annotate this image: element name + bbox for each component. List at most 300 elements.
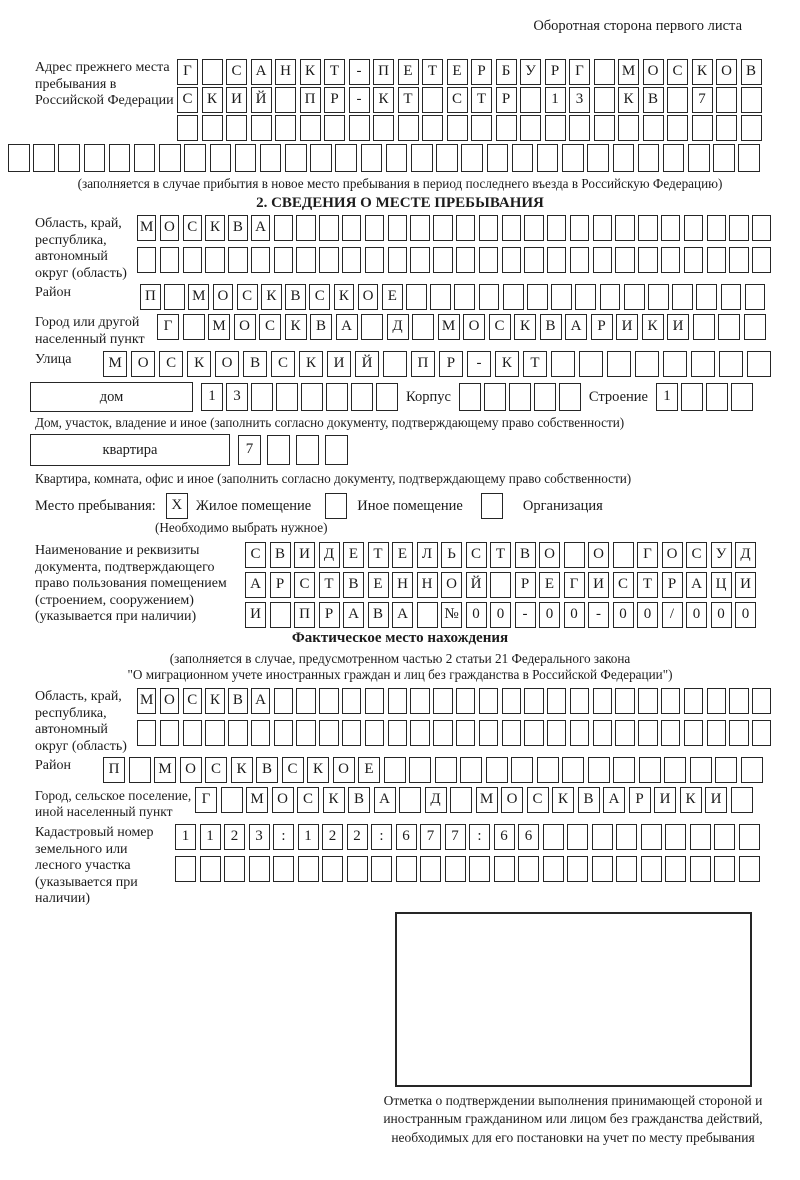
char-box[interactable] (520, 87, 541, 113)
char-box[interactable]: Р (515, 572, 536, 598)
char-box[interactable]: Й (355, 351, 379, 377)
char-box[interactable]: В (256, 757, 278, 783)
char-box[interactable]: Д (425, 787, 447, 813)
char-box[interactable]: П (140, 284, 161, 310)
char-box[interactable] (752, 688, 771, 714)
char-box[interactable]: : (469, 824, 490, 850)
char-box[interactable] (471, 115, 492, 141)
char-box[interactable]: М (246, 787, 268, 813)
char-box[interactable] (534, 383, 556, 411)
char-box[interactable] (183, 720, 202, 746)
char-box[interactable]: О (643, 59, 664, 85)
char-box[interactable]: М (208, 314, 230, 340)
char-box[interactable]: К (495, 351, 519, 377)
char-box[interactable]: 3 (569, 87, 590, 113)
char-box[interactable] (594, 115, 615, 141)
char-box[interactable] (249, 856, 270, 882)
char-box[interactable] (109, 144, 131, 172)
char-box[interactable] (575, 284, 596, 310)
char-box[interactable] (593, 247, 612, 273)
char-box[interactable] (714, 856, 735, 882)
char-box[interactable] (570, 215, 589, 241)
char-box[interactable] (715, 757, 737, 783)
char-box[interactable]: К (373, 87, 394, 113)
char-box[interactable] (433, 247, 452, 273)
char-box[interactable] (688, 144, 710, 172)
char-box[interactable] (461, 144, 483, 172)
char-box[interactable] (296, 688, 315, 714)
char-box[interactable]: Е (382, 284, 403, 310)
char-box[interactable]: О (441, 572, 462, 598)
char-box[interactable] (490, 572, 511, 598)
char-box[interactable] (690, 824, 711, 850)
char-box[interactable] (729, 720, 748, 746)
char-box[interactable] (638, 144, 660, 172)
char-box[interactable] (641, 856, 662, 882)
char-box[interactable] (202, 115, 223, 141)
char-box[interactable] (729, 247, 748, 273)
char-box[interactable] (274, 215, 293, 241)
char-box[interactable]: 7 (238, 435, 261, 465)
char-box[interactable]: С (294, 572, 315, 598)
char-box[interactable]: 0 (539, 602, 560, 628)
char-box[interactable] (594, 59, 615, 85)
char-box[interactable]: И (294, 542, 315, 568)
char-box[interactable] (319, 720, 338, 746)
char-box[interactable] (615, 247, 634, 273)
char-box[interactable]: 1 (200, 824, 221, 850)
char-box[interactable] (319, 215, 338, 241)
char-box[interactable] (543, 824, 564, 850)
char-box[interactable]: 1 (545, 87, 566, 113)
char-box[interactable] (267, 435, 290, 465)
char-box[interactable] (274, 720, 293, 746)
char-box[interactable] (479, 284, 500, 310)
char-box[interactable] (411, 144, 433, 172)
char-box[interactable]: К (618, 87, 639, 113)
char-box[interactable] (134, 144, 156, 172)
char-box[interactable] (228, 247, 247, 273)
char-box[interactable] (422, 87, 443, 113)
char-box[interactable] (159, 144, 181, 172)
char-box[interactable] (707, 720, 726, 746)
char-box[interactable] (616, 856, 637, 882)
char-box[interactable] (707, 215, 726, 241)
char-box[interactable] (684, 720, 703, 746)
char-box[interactable] (160, 247, 179, 273)
char-box[interactable] (351, 383, 373, 411)
char-box[interactable] (371, 856, 392, 882)
char-box[interactable]: Е (368, 572, 389, 598)
char-box[interactable] (365, 247, 384, 273)
char-box[interactable]: С (271, 351, 295, 377)
char-box[interactable] (322, 856, 343, 882)
char-box[interactable]: Б (496, 59, 517, 85)
char-box[interactable]: В (741, 59, 762, 85)
char-box[interactable] (665, 856, 686, 882)
char-box[interactable] (739, 856, 760, 882)
char-box[interactable]: Н (275, 59, 296, 85)
char-box[interactable] (638, 688, 657, 714)
char-box[interactable] (667, 87, 688, 113)
char-box[interactable] (251, 720, 270, 746)
char-box[interactable]: С (282, 757, 304, 783)
char-box[interactable] (665, 824, 686, 850)
char-box[interactable] (487, 144, 509, 172)
char-box[interactable] (388, 215, 407, 241)
char-box[interactable] (707, 247, 726, 273)
char-box[interactable] (684, 688, 703, 714)
char-box[interactable] (184, 144, 206, 172)
char-box[interactable] (547, 215, 566, 241)
char-box[interactable]: Е (447, 59, 468, 85)
char-box[interactable] (520, 115, 541, 141)
char-box[interactable]: Р (629, 787, 651, 813)
char-box[interactable]: А (251, 59, 272, 85)
char-box[interactable]: С (667, 59, 688, 85)
stay-type-checkbox-residential[interactable]: X (166, 493, 188, 519)
char-box[interactable]: О (215, 351, 239, 377)
char-box[interactable] (567, 824, 588, 850)
char-box[interactable] (486, 757, 508, 783)
char-box[interactable] (741, 757, 763, 783)
char-box[interactable]: А (603, 787, 625, 813)
char-box[interactable] (275, 115, 296, 141)
char-box[interactable]: У (520, 59, 541, 85)
char-box[interactable]: С (237, 284, 258, 310)
char-box[interactable] (183, 247, 202, 273)
char-box[interactable] (276, 383, 298, 411)
char-box[interactable] (342, 215, 361, 241)
char-box[interactable] (661, 215, 680, 241)
char-box[interactable]: И (226, 87, 247, 113)
char-box[interactable] (579, 351, 603, 377)
char-box[interactable] (693, 314, 715, 340)
char-box[interactable]: С (466, 542, 487, 568)
char-box[interactable] (752, 247, 771, 273)
char-box[interactable] (326, 383, 348, 411)
char-box[interactable] (681, 383, 703, 411)
char-box[interactable]: К (300, 59, 321, 85)
char-box[interactable] (707, 688, 726, 714)
char-box[interactable] (615, 215, 634, 241)
char-box[interactable]: А (251, 688, 270, 714)
char-box[interactable]: 0 (686, 602, 707, 628)
char-box[interactable] (593, 215, 612, 241)
char-box[interactable]: 7 (692, 87, 713, 113)
char-box[interactable]: 0 (490, 602, 511, 628)
char-box[interactable]: - (515, 602, 536, 628)
char-box[interactable]: М (438, 314, 460, 340)
char-box[interactable] (450, 787, 472, 813)
char-box[interactable]: О (180, 757, 202, 783)
char-box[interactable] (661, 247, 680, 273)
char-box[interactable]: Е (392, 542, 413, 568)
char-box[interactable] (396, 856, 417, 882)
char-box[interactable] (559, 383, 581, 411)
char-box[interactable] (456, 247, 475, 273)
char-box[interactable]: С (159, 351, 183, 377)
char-box[interactable]: А (245, 572, 266, 598)
char-box[interactable] (570, 247, 589, 273)
char-box[interactable] (361, 144, 383, 172)
char-box[interactable] (430, 284, 451, 310)
char-box[interactable] (587, 144, 609, 172)
char-box[interactable] (285, 144, 307, 172)
char-box[interactable]: К (334, 284, 355, 310)
char-box[interactable] (298, 856, 319, 882)
char-box[interactable] (335, 144, 357, 172)
char-box[interactable] (342, 720, 361, 746)
char-box[interactable] (275, 87, 296, 113)
char-box[interactable] (420, 856, 441, 882)
char-box[interactable] (512, 144, 534, 172)
char-box[interactable]: 1 (656, 383, 678, 411)
char-box[interactable]: Р (270, 572, 291, 598)
char-box[interactable]: Т (422, 59, 443, 85)
stay-type-checkbox-other[interactable] (325, 493, 347, 519)
char-box[interactable] (667, 115, 688, 141)
char-box[interactable] (638, 215, 657, 241)
char-box[interactable]: Т (368, 542, 389, 568)
char-box[interactable]: П (373, 59, 394, 85)
char-box[interactable] (342, 247, 361, 273)
char-box[interactable]: К (261, 284, 282, 310)
char-box[interactable] (399, 787, 421, 813)
char-box[interactable]: О (716, 59, 737, 85)
char-box[interactable] (648, 284, 669, 310)
char-box[interactable]: В (515, 542, 536, 568)
char-box[interactable] (729, 688, 748, 714)
char-box[interactable]: В (228, 688, 247, 714)
char-box[interactable]: - (467, 351, 491, 377)
char-box[interactable] (296, 247, 315, 273)
char-box[interactable] (469, 856, 490, 882)
char-box[interactable]: - (588, 602, 609, 628)
char-box[interactable]: : (371, 824, 392, 850)
char-box[interactable] (663, 144, 685, 172)
char-box[interactable]: И (588, 572, 609, 598)
char-box[interactable]: И (327, 351, 351, 377)
char-box[interactable]: Т (523, 351, 547, 377)
char-box[interactable]: О (234, 314, 256, 340)
char-box[interactable] (562, 757, 584, 783)
char-box[interactable] (613, 144, 635, 172)
char-box[interactable] (300, 115, 321, 141)
char-box[interactable] (301, 383, 323, 411)
char-box[interactable]: А (392, 602, 413, 628)
char-box[interactable] (567, 856, 588, 882)
char-box[interactable]: К (231, 757, 253, 783)
char-box[interactable] (713, 144, 735, 172)
char-box[interactable] (496, 115, 517, 141)
char-box[interactable]: Р (319, 602, 340, 628)
char-box[interactable] (235, 144, 257, 172)
char-box[interactable] (388, 720, 407, 746)
char-box[interactable] (251, 383, 273, 411)
char-box[interactable] (177, 115, 198, 141)
char-box[interactable]: М (188, 284, 209, 310)
char-box[interactable]: П (294, 602, 315, 628)
char-box[interactable] (319, 247, 338, 273)
char-box[interactable] (615, 688, 634, 714)
char-box[interactable] (641, 824, 662, 850)
char-box[interactable] (551, 284, 572, 310)
char-box[interactable] (388, 688, 407, 714)
char-box[interactable] (691, 351, 715, 377)
char-box[interactable] (747, 351, 771, 377)
char-box[interactable] (593, 688, 612, 714)
char-box[interactable]: Г (637, 542, 658, 568)
char-box[interactable] (484, 383, 506, 411)
char-box[interactable]: В (270, 542, 291, 568)
char-box[interactable] (137, 247, 156, 273)
char-box[interactable] (714, 824, 735, 850)
char-box[interactable]: С (309, 284, 330, 310)
char-box[interactable] (547, 720, 566, 746)
char-box[interactable]: И (735, 572, 756, 598)
char-box[interactable]: О (272, 787, 294, 813)
char-box[interactable] (454, 284, 475, 310)
char-box[interactable]: Р (496, 87, 517, 113)
char-box[interactable]: В (343, 572, 364, 598)
char-box[interactable] (270, 602, 291, 628)
char-box[interactable] (547, 688, 566, 714)
char-box[interactable]: : (273, 824, 294, 850)
char-box[interactable]: С (177, 87, 198, 113)
char-box[interactable]: 1 (298, 824, 319, 850)
char-box[interactable] (511, 757, 533, 783)
char-box[interactable]: Е (539, 572, 560, 598)
char-box[interactable]: С (297, 787, 319, 813)
char-box[interactable]: Г (157, 314, 179, 340)
char-box[interactable] (129, 757, 151, 783)
char-box[interactable]: - (349, 87, 370, 113)
char-box[interactable]: Г (195, 787, 217, 813)
char-box[interactable]: В (243, 351, 267, 377)
char-box[interactable] (545, 115, 566, 141)
char-box[interactable]: Т (637, 572, 658, 598)
char-box[interactable]: О (131, 351, 155, 377)
char-box[interactable] (373, 115, 394, 141)
char-box[interactable] (361, 314, 383, 340)
char-box[interactable] (663, 351, 687, 377)
char-box[interactable]: И (245, 602, 266, 628)
char-box[interactable] (718, 314, 740, 340)
char-box[interactable]: П (300, 87, 321, 113)
char-box[interactable] (365, 720, 384, 746)
char-box[interactable] (729, 215, 748, 241)
char-box[interactable]: Р (439, 351, 463, 377)
char-box[interactable]: А (686, 572, 707, 598)
char-box[interactable]: П (411, 351, 435, 377)
char-box[interactable] (502, 247, 521, 273)
char-box[interactable] (594, 87, 615, 113)
char-box[interactable] (84, 144, 106, 172)
char-box[interactable] (447, 115, 468, 141)
char-box[interactable]: В (578, 787, 600, 813)
char-box[interactable] (738, 144, 760, 172)
char-box[interactable] (202, 59, 223, 85)
char-box[interactable] (731, 383, 753, 411)
char-box[interactable]: 1 (175, 824, 196, 850)
char-box[interactable] (435, 757, 457, 783)
char-box[interactable] (537, 144, 559, 172)
char-box[interactable] (8, 144, 30, 172)
char-box[interactable]: Н (417, 572, 438, 598)
char-box[interactable]: 2 (322, 824, 343, 850)
char-box[interactable]: О (213, 284, 234, 310)
char-box[interactable] (706, 383, 728, 411)
char-box[interactable] (58, 144, 80, 172)
char-box[interactable] (384, 757, 406, 783)
char-box[interactable] (386, 144, 408, 172)
char-box[interactable] (570, 688, 589, 714)
char-box[interactable]: И (705, 787, 727, 813)
char-box[interactable] (251, 247, 270, 273)
char-box[interactable] (494, 856, 515, 882)
char-box[interactable]: Г (569, 59, 590, 85)
char-box[interactable]: Д (387, 314, 409, 340)
char-box[interactable]: К (680, 787, 702, 813)
char-box[interactable]: И (667, 314, 689, 340)
char-box[interactable]: М (154, 757, 176, 783)
char-box[interactable]: 1 (201, 383, 223, 411)
char-box[interactable] (205, 247, 224, 273)
char-box[interactable]: И (654, 787, 676, 813)
char-box[interactable]: Й (466, 572, 487, 598)
char-box[interactable] (524, 688, 543, 714)
char-box[interactable] (564, 542, 585, 568)
char-box[interactable]: К (307, 757, 329, 783)
char-box[interactable]: 6 (494, 824, 515, 850)
char-box[interactable]: Е (358, 757, 380, 783)
char-box[interactable] (752, 720, 771, 746)
char-box[interactable] (503, 284, 524, 310)
char-box[interactable]: К (285, 314, 307, 340)
char-box[interactable] (436, 144, 458, 172)
char-box[interactable] (409, 757, 431, 783)
char-box[interactable]: 6 (518, 824, 539, 850)
char-box[interactable] (524, 247, 543, 273)
char-box[interactable]: 0 (711, 602, 732, 628)
char-box[interactable] (643, 115, 664, 141)
char-box[interactable] (661, 720, 680, 746)
char-box[interactable] (459, 383, 481, 411)
char-box[interactable] (410, 247, 429, 273)
char-box[interactable]: С (527, 787, 549, 813)
char-box[interactable] (33, 144, 55, 172)
char-box[interactable]: Т (471, 87, 492, 113)
char-box[interactable] (527, 284, 548, 310)
char-box[interactable]: Т (398, 87, 419, 113)
char-box[interactable]: П (103, 757, 125, 783)
char-box[interactable] (200, 856, 221, 882)
char-box[interactable] (524, 215, 543, 241)
char-box[interactable] (273, 856, 294, 882)
house-type-cell[interactable] (30, 382, 193, 412)
char-box[interactable]: М (137, 688, 156, 714)
char-box[interactable]: А (565, 314, 587, 340)
char-box[interactable]: № (441, 602, 462, 628)
char-box[interactable] (593, 720, 612, 746)
char-box[interactable]: С (613, 572, 634, 598)
char-box[interactable]: С (183, 688, 202, 714)
char-box[interactable] (221, 787, 243, 813)
char-box[interactable]: Р (662, 572, 683, 598)
char-box[interactable]: И (616, 314, 638, 340)
char-box[interactable] (690, 856, 711, 882)
